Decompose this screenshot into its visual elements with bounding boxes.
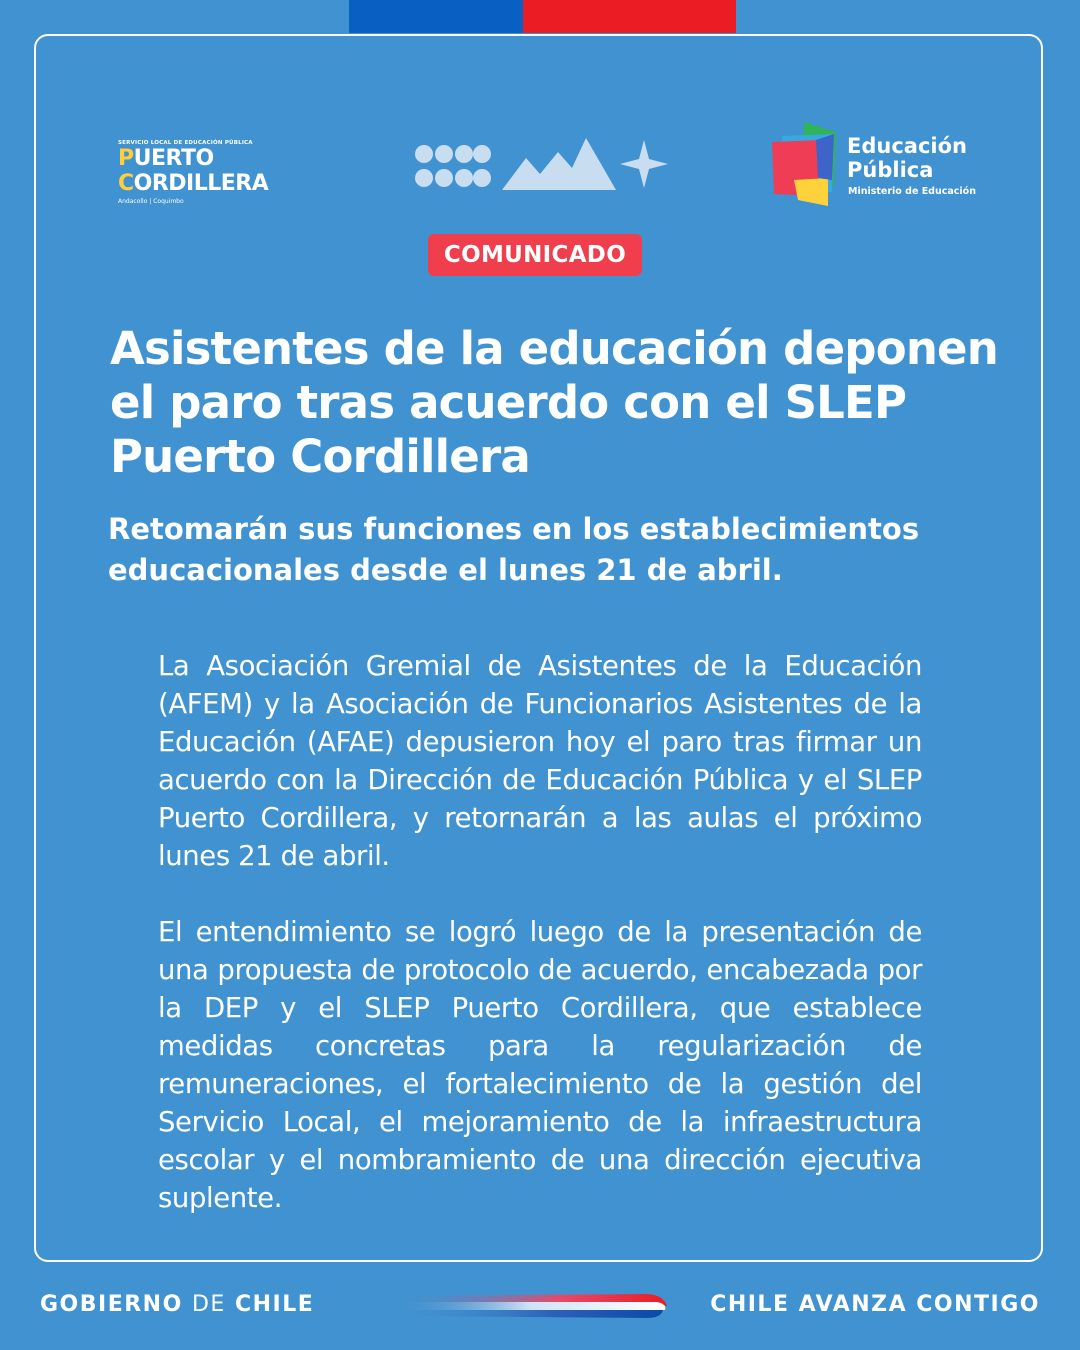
logo-mark-p: P	[118, 146, 134, 171]
gobierno-de-chile-label	[40, 1292, 314, 1317]
logo-small-top-text: SERVICIO LOCAL DE EDUCACIÓN PÚBLICA	[118, 140, 253, 146]
logo-right-line-1: Educación	[847, 134, 967, 158]
logo-right-line-3: Ministerio de Educación	[848, 186, 976, 197]
body-paragraph-1: La Asociación Gremial de Asistentes de la Educación (AFEM) y la Asociación de Funcionarios Asistentes de la Educación (AFAE) depusieron hoy el paro tras firmar un acuerdo con la Dirección de Educación Pública y el SLEP Puerto Cordillera, y retornarán a las aulas el próximo lunes 21 de abril.	[158, 650, 922, 872]
decorative-mountains-icon	[408, 132, 670, 198]
logo-line-1-rest: UERTO	[133, 146, 214, 171]
flag-strip-blue	[349, 0, 523, 33]
flag-strip-red	[523, 0, 736, 33]
logo-line-2	[118, 171, 318, 196]
logo-line-2-rest: ORDILLERA	[133, 171, 269, 196]
educacion-publica-logo	[772, 120, 982, 210]
logo-line-1	[118, 146, 318, 171]
subtitle: Retomarán sus funciones en los establecimientos educacionales desde el lunes 21 de abril.	[108, 512, 920, 587]
body-text	[158, 647, 922, 1255]
educacion-publica-mark-icon	[772, 120, 844, 210]
logo-right-line-2: Pública	[847, 158, 934, 182]
footer-left-word-1: GOBIERNO	[40, 1292, 183, 1317]
chile-avanza-contigo-label: CHILE AVANZA CONTIGO	[710, 1292, 1040, 1317]
footer-left-word-2: DE	[191, 1292, 226, 1317]
comunicado-badge: COMUNICADO	[428, 234, 642, 276]
footer-swoosh-icon	[395, 1288, 670, 1324]
footer-left-word-3: CHILE	[234, 1292, 315, 1317]
headline: Asistentes de la educación deponen el paro tras acuerdo con el SLEP Puerto Cordillera	[110, 322, 999, 483]
body-paragraph-2: El entendimiento se logró luego de la presentación de una propuesta de protocolo de acuerdo, encabezada por la DEP y el SLEP Puerto Cordillera, que establece medidas concretas para la regularización de remuneraciones, el fortalecimiento de la gestión del Servicio Local, el mejoramiento de la infraestructura escolar y el nombramiento de una dirección ejecutiva suplente.	[158, 916, 922, 1214]
logo-small-bottom-text: Andacollo | Coquimbo	[118, 198, 184, 205]
flag-strip	[349, 0, 736, 33]
puerto-cordillera-logo	[118, 140, 318, 210]
logo-mark-c: C	[118, 171, 134, 196]
